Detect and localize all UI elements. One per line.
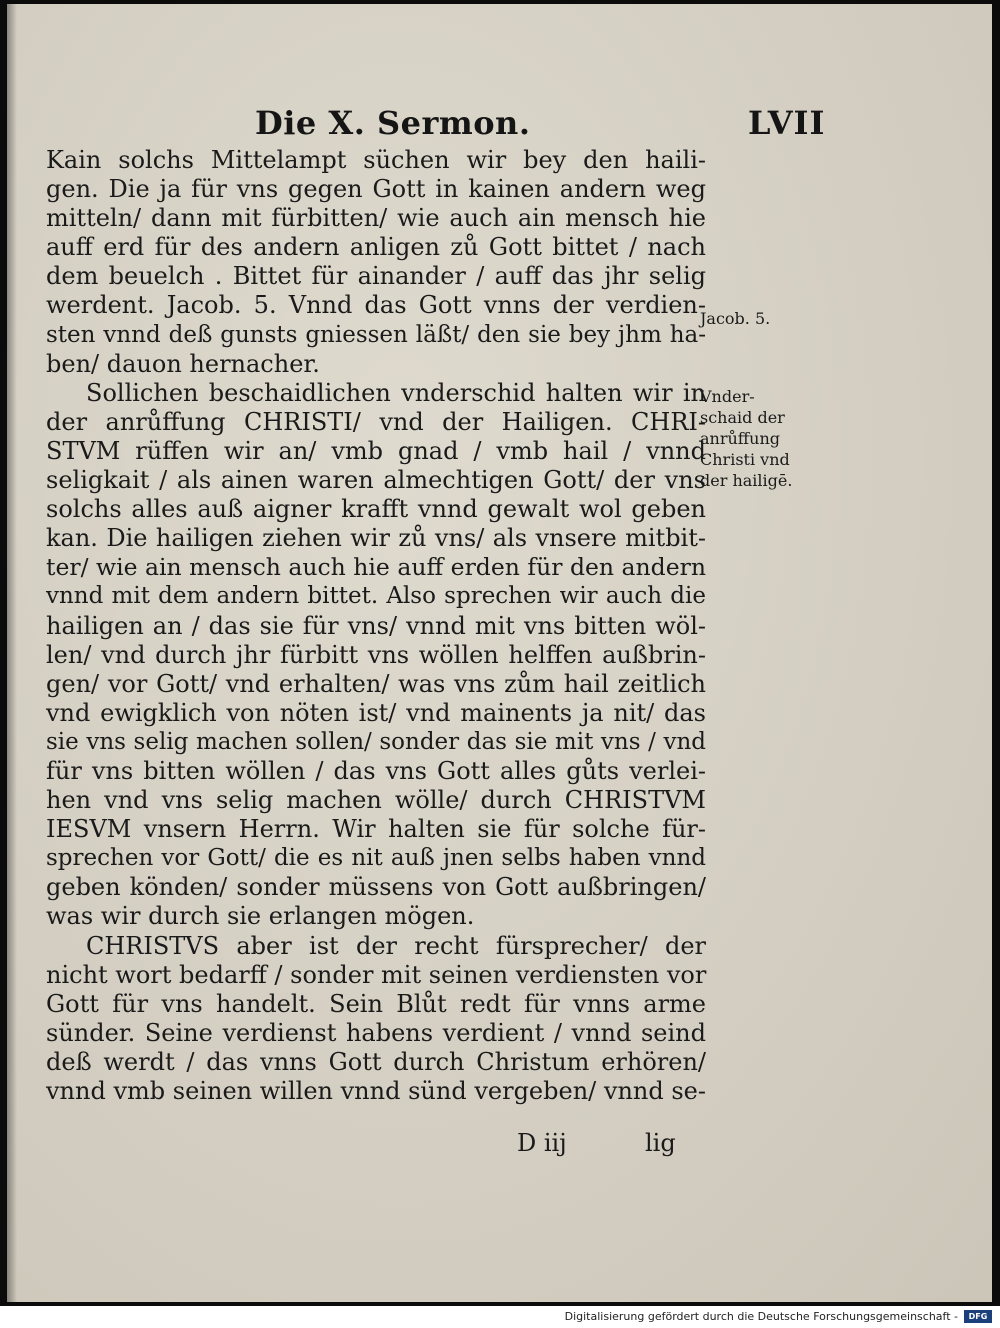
text-line: gen/ vor Gott/ vnd erhalten/ was vns zům hail zeitlich [46, 669, 706, 698]
text-line: STVM rüffen wir an/ vmb gnad / vmb hail / vnnd [46, 436, 706, 465]
text-line: sten vnnd deß gunsts gniessen läßt/ den sie bey jhm ha- [46, 321, 706, 348]
page-gutter-shadow [7, 4, 17, 1302]
text-line: solchs alles auß aigner krafft vnnd gewalt wol geben [46, 495, 706, 524]
signature-mark: D iij [517, 1129, 567, 1157]
margin-note-line: schaid der [700, 408, 785, 427]
text-line: kan. Die hailigen ziehen wir zů vns/ als vnsere mitbit- [46, 524, 706, 553]
text-line: ter/ wie ain mensch auch hie auff erden für den andern [46, 553, 706, 582]
margin-note-line: Jacob. 5. [700, 309, 771, 328]
catchword: lig [645, 1129, 676, 1157]
text-line: hailigen an / das sie für vns/ vnnd mit vns bitten wöl- [46, 611, 706, 640]
running-head: Die X. Sermon. [255, 104, 531, 142]
body-text [46, 146, 706, 1106]
text-line: IESVM vnsern Herrn. Wir halten sie für solche für- [46, 815, 706, 844]
text-line: hen vnd vns selig machen wölle/ durch CHRISTVM [46, 786, 706, 815]
text-line: werdent. Jacob. 5. Vnnd das Gott vnns der verdien- [46, 291, 706, 320]
margin-note-line: Vnder- [700, 387, 755, 406]
text-line: vnnd mit dem andern bittet. Also sprechen wir auch die [46, 583, 706, 610]
text-line: Sollichen beschaidlichen vnderschid halten wir in [86, 378, 706, 407]
text-line: geben könden/ sonder müssens von Gott außbringen/ [46, 873, 706, 902]
text-line: mitteln/ dann mit fürbitten/ wie auch ain mensch hie [46, 204, 706, 233]
text-line: Kain solchs Mittelampt süchen wir bey den haili- [46, 146, 706, 174]
text-line: nicht wort bedarff / sonder mit seinen verdiensten vor [46, 960, 707, 989]
text-line: deß werdt / das vnns Gott durch Christum erhören/ [46, 1047, 706, 1076]
text-line: CHRISTVS aber ist der recht fürsprecher/ der [86, 931, 706, 960]
text-line: was wir durch sie erlangen mögen. [46, 902, 475, 931]
margin-note-line: Christi vnd [700, 450, 790, 469]
text-line: ben/ dauon hernacher. [46, 349, 320, 378]
text-line: vnd ewigklich von nöten ist/ vnd mainents ja nit/ das [46, 698, 706, 727]
text-line: sie vns selig machen sollen/ sonder das sie mit vns / vnd [46, 728, 706, 755]
text-line: gen. Die ja für vns gegen Gott in kainen andern weg [46, 175, 706, 204]
margin-note-line: der hailigē. [700, 471, 793, 490]
text-line: Gott für vns handelt. Sein Blůt redt für vnns arme [46, 989, 706, 1018]
text-line: sünder. Seine verdienst habens verdient / vnnd seind [46, 1018, 706, 1047]
margin-note-jacob [700, 308, 820, 329]
text-line: der anrůffung CHRISTI/ vnd der Hailigen. CHRI- [46, 407, 706, 436]
text-line: len/ vnd durch jhr fürbitt vns wöllen helffen außbrin- [46, 640, 706, 669]
catchline [505, 1128, 705, 1158]
margin-note-line: anrůffung [700, 429, 781, 448]
footer-bar [0, 1306, 1000, 1328]
folio-number: LVII [748, 104, 826, 142]
dfg-logo-icon: DFG [964, 1310, 992, 1323]
text-line: für vns bitten wöllen / das vns Gott alles gůts verlei- [46, 756, 706, 785]
text-line: auff erd für des andern anligen zů Gott bittet / nach [46, 233, 706, 262]
text-line: sprechen vor Gott/ die es nit auß jnen selbs haben vnnd [46, 845, 706, 872]
text-line: vnnd vmb seinen willen vnnd sünd vergeben/ vnnd se- [46, 1077, 706, 1105]
text-line: dem beuelch . Bittet für ainander / auff das jhr selig [46, 262, 706, 291]
footer-credit: Digitalisierung gefördert durch die Deutsche Forschungsgemeinschaft - [564, 1310, 958, 1323]
margin-note-anruffung [700, 386, 820, 491]
text-line: seligkait / als ainen waren almechtigen Gott/ der vns [46, 466, 706, 495]
